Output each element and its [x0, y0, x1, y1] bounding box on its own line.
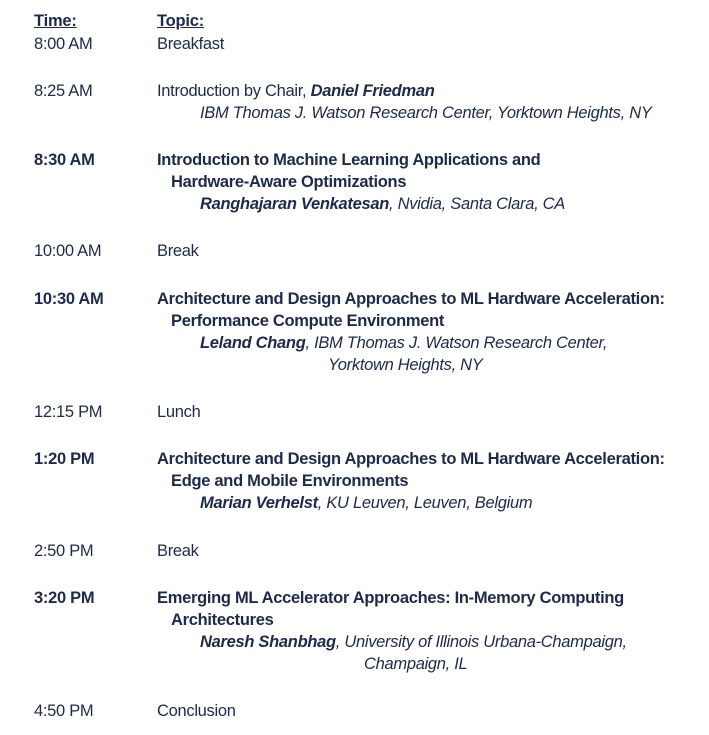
row-topic-line2: Hardware-Aware Optimizations [171, 173, 407, 191]
row-topic-line1: Emerging ML Accelerator Approaches: In-Memory Computing [157, 589, 624, 607]
speaker-name: Ranghajaran Venkatesan [200, 195, 390, 213]
speaker-affiliation-line2: Champaign, IL [364, 655, 468, 673]
row-topic: Breakfast [157, 35, 224, 53]
row-topic: Conclusion [157, 702, 236, 720]
row-time: 8:30 AM [34, 151, 95, 169]
chair-name: Daniel Friedman [310, 82, 435, 100]
speaker-name: Leland Chang [200, 334, 306, 352]
row-topic [157, 82, 434, 101]
speaker-line [200, 494, 532, 513]
speaker-line [200, 633, 627, 652]
row-time: 3:20 PM [34, 589, 95, 607]
row-time: 10:00 AM [34, 242, 102, 260]
row-time: 2:50 PM [34, 542, 94, 560]
row-time: 10:30 AM [34, 290, 104, 308]
speaker-affiliation-line2: Yorktown Heights, NY [328, 356, 483, 374]
speaker-name: Naresh Shanbhag [200, 633, 336, 651]
row-topic-line2: Edge and Mobile Environments [171, 472, 409, 490]
row-topic-line1: Architecture and Design Approaches to ML Hardware Acceleration: [157, 290, 665, 308]
speaker-name: Marian Verhelst [200, 494, 318, 512]
row-time: 12:15 PM [34, 403, 103, 421]
row-topic: Lunch [157, 403, 201, 421]
row-topic-line1: Architecture and Design Approaches to ML Hardware Acceleration: [157, 450, 665, 468]
chair-affiliation: IBM Thomas J. Watson Research Center, Yorktown Heights, NY [200, 104, 652, 122]
row-topic-line1: Introduction to Machine Learning Applications and [157, 151, 541, 169]
speaker-affiliation: , University of Illinois Urbana-Champaign, [335, 633, 627, 651]
row-topic-line2: Performance Compute Environment [171, 312, 445, 330]
time-header: Time: [34, 12, 77, 30]
row-topic: Break [157, 242, 199, 260]
speaker-affiliation: , IBM Thomas J. Watson Research Center, [305, 334, 608, 352]
row-time: 8:25 AM [34, 82, 93, 100]
row-time: 1:20 PM [34, 450, 95, 468]
topic-header: Topic: [157, 12, 205, 30]
speaker-line [200, 195, 565, 214]
speaker-affiliation: , KU Leuven, Leuven, Belgium [317, 494, 533, 512]
row-topic-line2: Architectures [171, 611, 274, 629]
topic-text: Introduction by Chair, [157, 82, 311, 100]
row-topic: Break [157, 542, 199, 560]
speaker-line [200, 334, 607, 353]
row-time: 4:50 PM [34, 702, 94, 720]
speaker-affiliation: , Nvidia, Santa Clara, CA [389, 195, 565, 213]
row-time: 8:00 AM [34, 35, 93, 53]
